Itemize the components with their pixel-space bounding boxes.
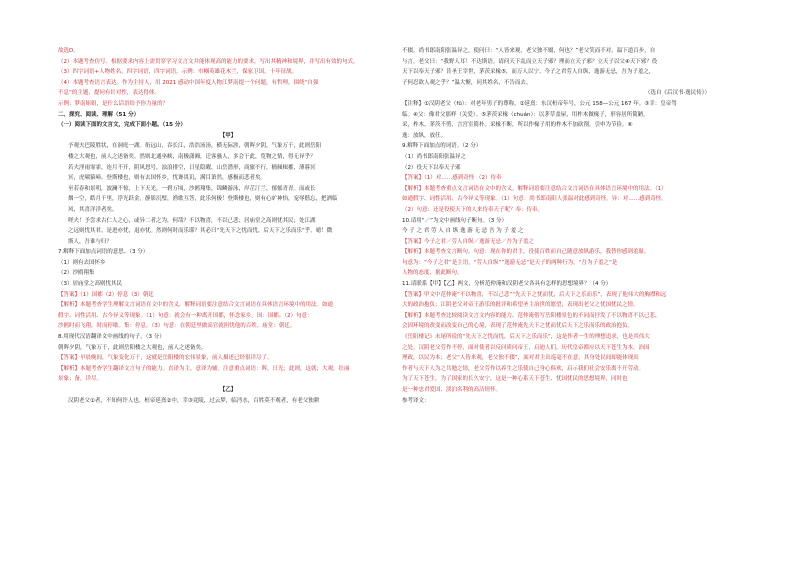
left-jia-line: 嗟夫！予尝求古仁人之心，或异二者之为，何哉？不以物喜，不以己悲；居庙堂之高则忧其民；处江湖 — [68, 217, 316, 224]
right-q11-line: 理政，以民为本；老父“人皆来观，老父独不辍”，面对君主出巡毫不在意，其身处民间却能体现出 — [402, 355, 639, 362]
left-top-line: （2）本题考查仿写。根据要求内容上需贯穿学习文言文并能体现高的能力的要求，写出其精神和境界，并写出有效的句式。 — [58, 58, 359, 65]
right-notes-line: 逸：放纵，放任。 — [402, 132, 447, 139]
right-q11-line: 大的政治抱负；江阴老父对帝王游乐的批评和希望圣主治世的愿望，表现出老父之忧国忧民之情。 — [402, 302, 639, 309]
right-q11-line: 作者与天下人为之共勉之情，老父劳作以养生之乐使自己身心俱欢，启示我们社会安乐离不开劳动。 — [402, 365, 645, 372]
left-q7-line: 【解析】本题考查学生理解文言词语在文中的含义。解释词语要注意结合文言词语在具体语言环境中的用法。如通 — [58, 302, 334, 309]
right-notes-line: 采，柞木。茅茨不剪，言宫室简朴。采椽不断，所以作椽子用的柞木不加砍削。引申为节俭。⑥ — [402, 122, 633, 129]
right-q11-line: 为了天下苍生，为了国家的长久安宁，这是一种心系天下苍生、忧国忧民的思想境界，同时也 — [402, 376, 628, 383]
right-q9-line: 【解析】本题考查重点文言词语在文中的含义。解释词语要注意结合文言词语在具体语言环境中的用法。（1） — [402, 185, 667, 192]
passage-a-label: 【甲】 — [219, 132, 237, 139]
left-q8-line: 朝晖夕阴，气象万千，此则岳阳楼之大观也，前人之述备矣。 — [58, 344, 207, 351]
right-q11-line: 会因环境的改变而改变自己的心境，表现了范仲淹先天下之忧而忧后天下之乐而乐的政治抱负。 — [402, 323, 634, 330]
passage-b-first-line: 汉阴老父①者，不知何许人也。桓帝延熹②中，幸③竟陵，过云梦，临沔水，百姓莫不观者，有老父独耕 — [68, 397, 320, 404]
passage-a — [58, 141, 398, 247]
right-q9-line: 【答案】（1）对……感到奇怪 （2）侍奉 — [402, 175, 502, 182]
right-q11-line: 是一种忠君爱国、淡泊名利的高洁情怀。 — [402, 387, 502, 393]
question-8 — [58, 332, 398, 385]
right-q11-line: 11.请联系【甲】【乙】两文，分析范仲淹和汉阴老父各具有怎样的思想境界？（4 分） — [402, 281, 612, 288]
section-heading: 二、探究、阅读、理解（51 分） — [58, 111, 140, 118]
right-q11-line: 之处。汉阴老父劳作不停，面对使者以反问质问帝王，启迪人们，历代皇帝都应以天下苍生为本，治国 — [402, 344, 650, 351]
right-top-line: 天下以奉天子邪？昔圣王宰世，茅茨采椽⑤，而万人以宁。今子之君劳人自纵，逸游无忌，吾为子羞之， — [402, 69, 655, 76]
right-q10-line: 今 子 之 君 劳 人 自 纵 逸 游 无 忌 吾 为 子 羞 之 — [402, 228, 524, 235]
reference-translation-label: 参考译文： — [402, 397, 430, 404]
left-jia-line: 斯人，吾谁与归？ — [68, 238, 113, 245]
left-jia-line: 予观夫巴陵胜状，在洞庭一湖。衔远山，吞长江，浩浩汤汤，横无际涯，朝晖夕阴，气象万千，此则岳阳 — [68, 143, 322, 150]
left-top-line: 故选D。 — [58, 48, 79, 54]
right-q9-line: （2）役天下以奉天子邪 — [402, 164, 461, 171]
passage-source: （选自《后汉书·逸民传》） — [645, 90, 710, 97]
left-q7-line: 7.解释下面加点词语的意思。（3 分） — [58, 249, 149, 256]
left-q7-line: （1）则有去国怀乡 — [58, 259, 106, 266]
right-notes-line: 【注释】①汉阴老父（fǔ）：对老年男子的尊称。②延熹：东汉桓帝年号，公元 158—公元 167 年。③幸：皇帝驾 — [402, 100, 677, 107]
right-q11-line: 【解析】本题考查比较阅读文言文内容的能力。范仲淹借写岳阳楼景色的不同而抒发了不以物喜不以己悲， — [402, 312, 661, 319]
annotations — [402, 99, 740, 141]
right-q11-line: 【答案】甲文中范仲淹“不以物喜，不以己悲”“先天下之忧而忧，后天下之乐而乐”，表现了他伟大的胸襟和远 — [402, 291, 667, 298]
right-q10-line: 句意为：“今子之君”是主语，“劳人自纵”“逸游无忌”是天子的两种行为，“吾为子羞之”是 — [402, 259, 618, 266]
right-q9-line: （1）尚书郎南阳张温异之 — [402, 153, 467, 160]
right-q9-line: 如通假字、词性活用、古今异义等现象。（1）句意：尚书郎南阳人张温对此感到奇怪。异：对……感到奇怪。 — [402, 196, 667, 203]
right-top-line: 与言。老父曰：“我野人耳！不达斯语。请问天下乱而立天子邪？理而立天子邪？立天子以父④天下邪？役 — [402, 58, 658, 65]
left-jia-line: 烟一空，皓月千里，浮光跃金，静影沉璧，渔歌互答，此乐何极！登斯楼也，则有心旷神怡，宠辱偕忘，把酒临 — [68, 196, 338, 203]
left-q7-line: （2）沙鸥翔集 — [58, 270, 95, 277]
right-column — [402, 46, 740, 406]
left-jia-line: 之远则忧其君。是进亦忧，退亦忧。然则何时而乐耶？其必曰“先天下之忧而忧，后天下之乐而乐”乎。噫！微 — [68, 228, 333, 235]
left-jia-line: 楼之大观也，前人之述备矣。然则北通巫峡，南极潇湘，迁客骚人，多会于此，览物之情，得无异乎？ — [68, 153, 316, 160]
left-jia-line: 若夫淫雨霏霏，连月不开，阴风怒号，浊浪排空，日星隐曜，山岳潜形，商旅不行，樯倾楫摧，薄暮冥 — [68, 164, 316, 171]
left-q7-line: 假字、词性活用、古今异义等现象。（1）句意：就会有一种离开国都，怀念家乡。国：国都。（2）句意： — [58, 312, 313, 319]
question-7 — [58, 247, 398, 332]
question-10 — [402, 216, 740, 280]
right-q9-line: 9.解释下面加点的词语。（2 分） — [402, 143, 482, 150]
right-notes-line: 临。④父：像君父那样（关爱）。⑤茅茨采椽（chuán）：以茅草盖屋，用柞木做椽子，形容居所简陋。 — [402, 111, 649, 118]
question-9 — [402, 141, 740, 215]
passage-b-label: 【乙】 — [219, 387, 237, 393]
right-top-line: 不辍。尚书郎南阳张温异之，使问曰：“人皆来观，老父独不辍，何也？”老父笑而不对。温下道百步，自 — [402, 48, 656, 54]
question-11 — [402, 279, 740, 396]
left-q7-line: （3）居庙堂之高则忧其民 — [58, 281, 123, 288]
left-top-line: 不息”的主题，提问有针对性，表达得体。 — [58, 90, 160, 97]
left-jia-line: 至若春和景明，波澜不惊，上下天光，一碧万顷，沙鸥翔集，锦鳞游泳，岸芷汀兰，郁郁青青。而或长 — [68, 185, 316, 192]
left-q7-line: 【答案】（1）国都（2）停息（3）朝廷 — [58, 291, 154, 298]
right-q10-line: 【答案】今子之君／劳人自纵／逸游无忌／吾为子羞之 — [402, 238, 535, 245]
right-q10-line: 【解析】本题考查文言断句。句意：现在你的君主，役使百姓而自己随意放纵游乐，我替你感到羞耻。 — [402, 249, 650, 256]
left-q8-line: 【解析】本题考查学生翻译文言句子的能力。直译为主，意译为辅。注意重点词语：晖，日光；此则，这就；大观，壮丽 — [58, 365, 350, 372]
left-column — [58, 46, 398, 406]
left-q8-line: 【答案】早晨晚间，气象变化万千，这就是岳阳楼的宏伟景象，前人描述已经很详尽了。 — [58, 355, 273, 362]
left-top-line: （4）本题考查语言表达。作为主持人，用 2021 感动中国年度人物江梦南提一个问题，有哲理，围绕“自强 — [58, 79, 319, 86]
right-q10-line: 人物的态度，据此断句。 — [402, 270, 463, 277]
left-top-line: 示例：梦南姐姐，是什么话语给予你力量的？ — [58, 100, 169, 107]
answer-block-top — [58, 46, 398, 110]
left-q7-line: 沙鸥时而飞翔，时而停歇。集：停息。（3）句意：在朝廷里做高官就担忧他的百姓。庙堂：朝廷。 — [58, 323, 296, 330]
left-top-line: （3）四字词语+人物姓名，四字词语，四字词语。示例：巾帼英雄花木兰，保家卫国，十年征战。 — [58, 69, 298, 76]
subsection-heading: （一）阅读下面的文言文，完成下面小题。（15 分） — [58, 122, 186, 129]
left-jia-line: 冥，虎啸猿啼。登斯楼也，则有去国怀乡，忧谗畏讥，满目萧然，感极而悲者矣。 — [68, 175, 267, 182]
right-q10-line: 10.请用“／”为文中画线句子断句。（3 分） — [402, 217, 507, 224]
right-q11-line: 《岳阳楼记》末尾所说的“先天下之忧而忧，后天下之乐而乐”，这是作者一生的理想追求，也是其伟大 — [402, 334, 650, 341]
left-q8-line: 8.用现代汉语翻译文中画线的句子。（3 分） — [58, 334, 165, 341]
right-q9-line: （2）句意：还是役使天下的人来侍奉天子呢？奉：侍奉。 — [402, 206, 544, 213]
left-q8-line: 景象；备，详尽。 — [58, 376, 103, 383]
passage-b-continued — [402, 46, 740, 88]
left-jia-line: 风，其喜洋洋者矣。 — [68, 206, 118, 213]
right-top-line: 子何忍欲人观之乎？”温大惭，问其姓名，不告而去。 — [402, 79, 532, 86]
